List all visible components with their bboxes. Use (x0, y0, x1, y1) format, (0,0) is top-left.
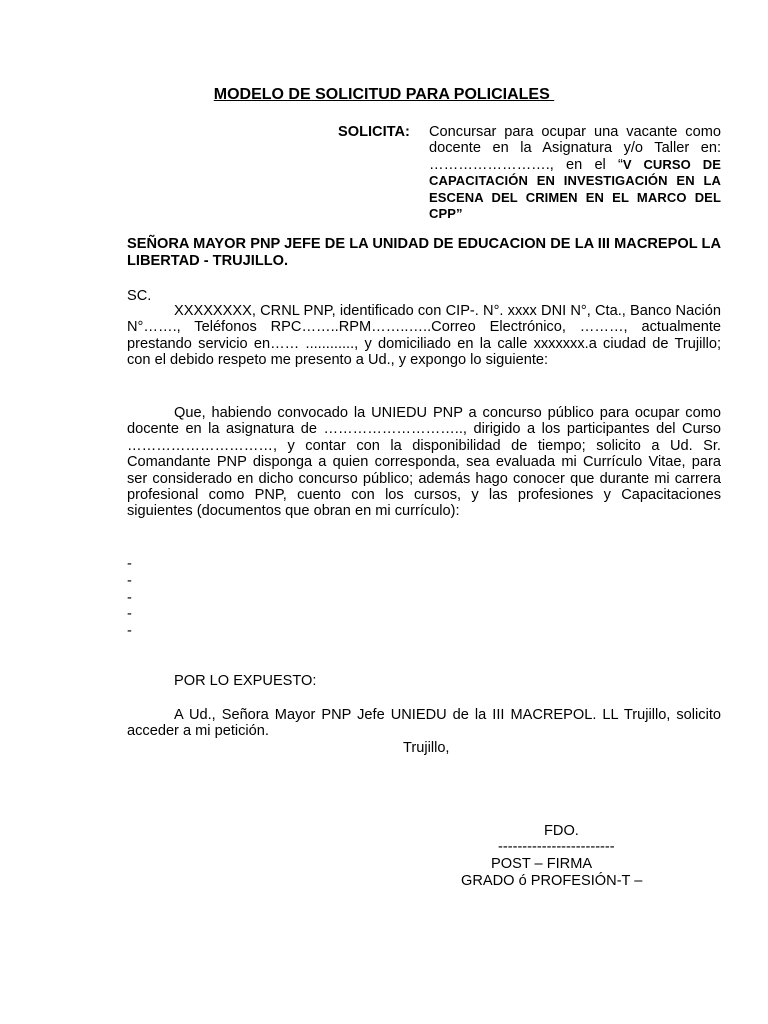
place: Trujillo, (403, 740, 450, 756)
course-list (127, 556, 132, 640)
list-item: - (127, 572, 132, 589)
paragraph-closing: A Ud., Señora Mayor PNP Jefe UNIEDU de la III MACREPOL. LL Trujillo, solicito acceder a mi petición. (127, 707, 721, 740)
document-title: MODELO DE SOLICITUD PARA POLICIALES (213, 86, 555, 103)
list-item: - (127, 589, 132, 606)
list-item: - (127, 623, 132, 640)
solicita-body: Concursar para ocupar una vacante como docente en la Asignatura y/o Taller en: ……………………., en el “ (429, 124, 721, 173)
por-lo-expuesto: POR LO EXPUESTO: (174, 673, 317, 689)
signature-grado: GRADO ó PROFESIÓN-T – (461, 873, 643, 889)
signature-fdo: FDO. (544, 823, 579, 839)
course-name: V CURSO DE CAPACITACIÓN EN INVESTIGACIÓN EN LA ESCENA DEL CRIMEN EN EL MARCO DEL CPP” (429, 156, 721, 222)
addressee: SEÑORA MAYOR PNP JEFE DE LA UNIDAD DE EDUCACION DE LA III MACREPOL LA LIBERTAD - TRUJILLO. (127, 236, 721, 269)
solicita-text (429, 124, 721, 222)
paragraph-identification: XXXXXXXX, CRNL PNP, identificado con CIP-. N°. xxxx DNI N°, Cta., Banco Nación N°……., Teléfonos RPC……..RPM……..…..Correo Electrónico, ………, actualmente prestando servicio en…… ............, y domiciliado en la calle xxxxxxx.a ciudad de Trujillo; con el debido respeto me presento a Ud., y expongo lo siguiente: (127, 303, 721, 369)
salutation: SC. (127, 288, 152, 304)
list-item: - (127, 556, 132, 572)
signature-line: ------------------------ (498, 839, 615, 855)
solicita-label: SOLICITA: (338, 124, 410, 140)
signature-post: POST – FIRMA (491, 856, 593, 872)
paragraph-request: Que, habiendo convocado la UNIEDU PNP a concurso público para ocupar como docente en la asignatura de ……………………….., dirigido a los participantes del Curso …………………………, y contar con la disponibilidad de tiempo; solicito a Ud. Sr. Comandante PNP disponga a quien corresponda, sea evaluada mi Currículo Vitae, para ser considerado en dicho concurso público; además hago conocer que durante mi carrera profesional como PNP, cuento con los cursos, y las profesiones y Capacitaciones siguientes (documentos que obran en mi currículo): (127, 405, 721, 520)
list-item: - (127, 606, 132, 623)
